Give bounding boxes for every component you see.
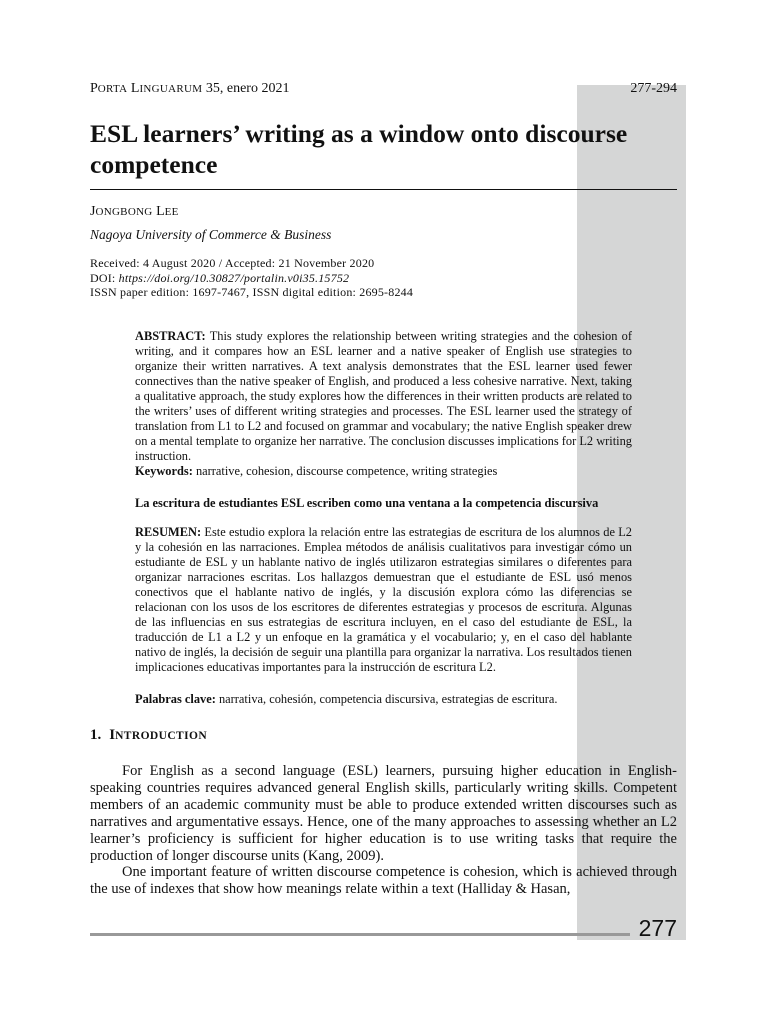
doi-line: DOI: https://doi.org/10.30827/portalin.v0i35.15752 bbox=[90, 270, 350, 285]
paragraph: One important feature of written discourse competence is cohesion, which is achieved through the use of indexes that show how meanings relate within a text (Halliday & Hasan, bbox=[90, 864, 677, 898]
resumen-text: Este estudio explora la relación entre las estrategias de escritura de los alumnos de L2 y la cohesión en las narraciones. Emplea métodos de análisis cualitativos para investigar cómo un estudiante de ESL y un hablante nativo de inglés utilizaron estrategias similares o diferentes para organizar narraciones escritas. Los hallazgos demuestran que el estudiante de ESL usó menos conectivos que el hablante nativo de inglés, y la discusión explora cómo las diferencias se relacionan con los usos de los escritores de diferentes estrategias y procesos de escritura. Algunas de las influencias en sus estrategias de escritura incluyen, en el caso del estudiante de ESL, la traducción de L1 a L2 y un enfoque en la gramática y el vocabulario; y, en el caso del hablante nativo de inglés, la decisión de seguir una plantilla para organizar la narrativa. Los resultados tienen implicaciones educativas importantes para la instrucción de escritura L2. bbox=[135, 525, 632, 674]
abstract-english bbox=[135, 329, 632, 464]
journal-name: PORTA LINGUARUM 35, enero 2021 bbox=[90, 81, 290, 96]
doi-link[interactable]: https://doi.org/10.30827/portalin.v0i35.15752 bbox=[118, 270, 350, 285]
palabras-clave-label: Palabras clave: bbox=[135, 692, 216, 706]
abstract-text: This study explores the relationship between writing strategies and the cohesion of writing, and it compares how an ESL learner and a native speaker of English use strategies to organize their written narratives. A text analysis demonstrates that the ESL learner used fewer connectives than the native speaker of English, and produced a less cohesive narrative. Next, taking a qualitative approach, the study explores how the differences in their written products are related to the writers’ uses of different writing strategies and processes. The ESL learner used the strategy of translation from L1 to L2 and focused on grammar and vocabulary; the native English speaker drew on a mental template to organize her narrative. The conclusion discusses implications for L2 writing instruction. bbox=[135, 329, 633, 463]
title-divider bbox=[90, 189, 677, 190]
journal-issue: 35, enero 2021 bbox=[205, 81, 290, 96]
abstract-label: ABSTRACT: bbox=[135, 329, 206, 343]
article-metadata bbox=[90, 256, 413, 300]
resumen-label: RESUMEN: bbox=[135, 525, 202, 539]
spanish-title: La escritura de estudiantes ESL escriben como una ventana a la competencia discursiva bbox=[135, 496, 599, 510]
author-name: JONGBONG LEE bbox=[90, 204, 179, 219]
page-number: 277 bbox=[638, 915, 677, 941]
introduction-body bbox=[90, 763, 677, 898]
keywords-english bbox=[135, 464, 632, 479]
author-affiliation: Nagoya University of Commerce & Business bbox=[90, 227, 332, 242]
issn-line: ISSN paper edition: 1697-7467, ISSN digital edition: 2695-8244 bbox=[90, 285, 414, 299]
page-range: 277-294 bbox=[630, 81, 677, 96]
received-accepted-dates: Received: 4 August 2020 / Accepted: 21 November 2020 bbox=[90, 256, 375, 270]
keywords-label: Keywords: bbox=[135, 464, 193, 478]
keywords-text: narrative, cohesion, discourse competence, writing strategies bbox=[195, 464, 498, 478]
footer-rule bbox=[90, 933, 630, 936]
palabras-clave-text: narrativa, cohesión, competencia discursiva, estrategias de escritura. bbox=[218, 692, 558, 706]
article-title: ESL learners’ writing as a window onto discourse competence bbox=[90, 119, 628, 179]
running-head bbox=[90, 81, 677, 101]
abstract-spanish bbox=[135, 525, 632, 675]
paragraph: For English as a second language (ESL) learners, pursuing higher education in English-speaking countries requires advanced general English skills, particularly writing skills. Competent members of an academic community must be able to produce extended written discourses such as narratives and argumentative essays. Hence, one of the many approaches to assessing whether an L2 learner’s proficiency is sufficient for higher education is to use writing tasks that require the production of longer discourse units (Kang, 2009). bbox=[90, 763, 677, 864]
section-heading-introduction: 1. INTRODUCTION bbox=[90, 727, 208, 743]
keywords-spanish bbox=[135, 692, 632, 707]
